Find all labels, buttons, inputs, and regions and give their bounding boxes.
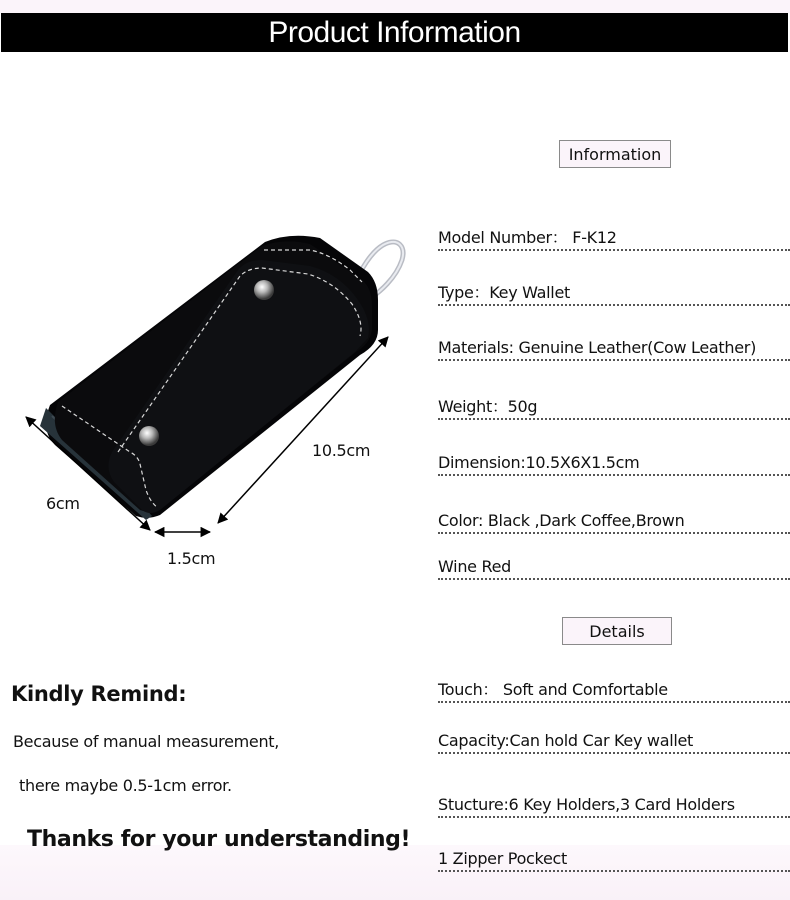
spec-label: Type： xyxy=(438,283,490,302)
information-heading: Information xyxy=(568,144,662,164)
spec-label: Stucture: xyxy=(438,795,509,814)
spec-value: Black ,Dark Coffee,Brown xyxy=(483,511,685,530)
spec-value: 10.5X6X1.5cm xyxy=(525,453,640,472)
product-image xyxy=(0,220,420,580)
reminder-line: there maybe 0.5-1cm error. xyxy=(19,776,232,795)
reminder-line: Because of manual measurement, xyxy=(13,732,280,751)
details-heading: Details xyxy=(589,621,645,641)
spec-label: Weight： xyxy=(438,397,508,416)
spec-value: 50g xyxy=(507,397,538,416)
snap-button-icon xyxy=(254,280,274,300)
width-label: 6cm xyxy=(46,494,80,513)
spec-row-color xyxy=(438,510,790,534)
spec-value: 6 Key Holders,3 Card Holders xyxy=(508,795,735,814)
spec-value: 1 Zipper Pockect xyxy=(438,849,567,868)
snap-button-icon xyxy=(139,426,159,446)
spec-label: Dimension: xyxy=(438,453,526,472)
length-label: 10.5cm xyxy=(312,441,371,460)
thanks-message: Thanks for your understanding! xyxy=(27,827,411,852)
spec-row-capacity xyxy=(438,730,790,754)
spec-value: F-K12 xyxy=(567,228,617,247)
spec-value: Genuine Leather(Cow Leather) xyxy=(513,338,757,357)
spec-value: Wine Red xyxy=(438,557,511,576)
spec-row-structure-continued xyxy=(438,848,790,872)
spec-row-structure xyxy=(438,794,790,818)
spec-label: Capacity: xyxy=(438,731,510,750)
spec-label: Materials: xyxy=(438,338,514,357)
reminder-title: Kindly Remind: xyxy=(11,682,187,706)
thickness-label: 1.5cm xyxy=(167,549,216,568)
top-strip xyxy=(0,0,790,13)
spec-label: Color: xyxy=(438,511,484,530)
spec-row-materials xyxy=(438,337,790,361)
spec-value: Soft and Comfortable xyxy=(498,680,668,699)
spec-row-color-continued xyxy=(438,556,790,580)
page-title-bar xyxy=(1,13,788,52)
spec-row-weight xyxy=(438,396,790,420)
spec-value: Key Wallet xyxy=(489,283,570,302)
spec-row-model-number xyxy=(438,227,790,251)
spec-label: Model Number： xyxy=(438,228,568,247)
spec-row-type xyxy=(438,282,790,306)
spec-row-dimension xyxy=(438,452,790,476)
information-section-label xyxy=(559,140,671,168)
spec-value: Can hold Car Key wallet xyxy=(509,731,694,750)
spec-row-touch xyxy=(438,679,790,703)
page-title: Product Information xyxy=(268,15,521,49)
details-section-label xyxy=(562,617,672,645)
spec-label: Touch： xyxy=(438,680,499,699)
